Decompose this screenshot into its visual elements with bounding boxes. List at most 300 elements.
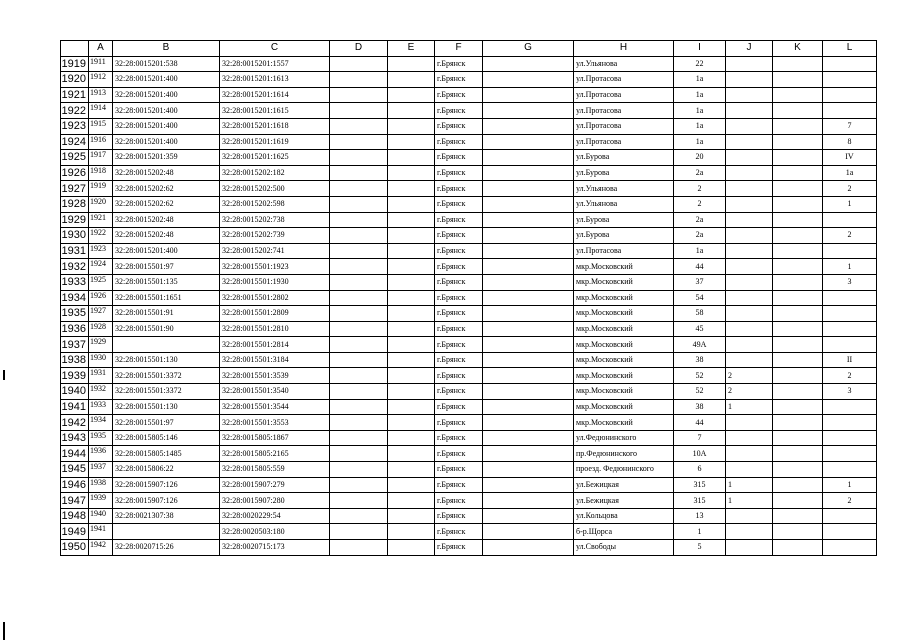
- cell-j[interactable]: [726, 228, 773, 244]
- cell-j[interactable]: [726, 87, 773, 103]
- cell-k[interactable]: [773, 212, 823, 228]
- cell-b[interactable]: 32:28:0020715:26: [113, 540, 220, 556]
- cell-i[interactable]: 38: [674, 399, 726, 415]
- cell-k[interactable]: [773, 462, 823, 478]
- cell-e[interactable]: [388, 103, 435, 119]
- cell-c[interactable]: 32:28:0020503:180: [220, 524, 330, 540]
- cell-l[interactable]: 1: [823, 259, 877, 275]
- cell-a[interactable]: 1937: [89, 462, 113, 478]
- cell-k[interactable]: [773, 446, 823, 462]
- cell-l[interactable]: [823, 337, 877, 353]
- row-number[interactable]: 1926: [61, 165, 89, 181]
- cell-c[interactable]: 32:28:0015201:1614: [220, 87, 330, 103]
- cell-k[interactable]: [773, 337, 823, 353]
- cell-j[interactable]: [726, 165, 773, 181]
- cell-j[interactable]: 1: [726, 493, 773, 509]
- cell-g[interactable]: [483, 87, 574, 103]
- cell-c[interactable]: 32:28:0015202:741: [220, 243, 330, 259]
- cell-i[interactable]: 5: [674, 540, 726, 556]
- cell-c[interactable]: 32:28:0015202:500: [220, 181, 330, 197]
- cell-d[interactable]: [330, 118, 388, 134]
- cell-g[interactable]: [483, 196, 574, 212]
- cell-d[interactable]: [330, 321, 388, 337]
- cell-j[interactable]: [726, 274, 773, 290]
- cell-k[interactable]: [773, 165, 823, 181]
- cell-i[interactable]: 1: [674, 524, 726, 540]
- cell-j[interactable]: [726, 540, 773, 556]
- cell-i[interactable]: 2а: [674, 212, 726, 228]
- cell-c[interactable]: 32:28:0015501:2814: [220, 337, 330, 353]
- cell-k[interactable]: [773, 134, 823, 150]
- cell-i[interactable]: 10А: [674, 446, 726, 462]
- cell-g[interactable]: [483, 56, 574, 72]
- cell-e[interactable]: [388, 321, 435, 337]
- cell-l[interactable]: II: [823, 352, 877, 368]
- cell-j[interactable]: [726, 196, 773, 212]
- cell-g[interactable]: [483, 477, 574, 493]
- row-number[interactable]: 1919: [61, 56, 89, 72]
- cell-h[interactable]: ул.Бурова: [574, 150, 674, 166]
- cell-l[interactable]: [823, 243, 877, 259]
- cell-e[interactable]: [388, 212, 435, 228]
- cell-f[interactable]: г.Брянск: [435, 477, 483, 493]
- cell-g[interactable]: [483, 430, 574, 446]
- cell-i[interactable]: 54: [674, 290, 726, 306]
- cell-k[interactable]: [773, 306, 823, 322]
- cell-b[interactable]: 32:28:0015201:400: [113, 243, 220, 259]
- cell-a[interactable]: 1942: [89, 540, 113, 556]
- row-number[interactable]: 1945: [61, 462, 89, 478]
- cell-b[interactable]: 32:28:0015201:538: [113, 56, 220, 72]
- cell-d[interactable]: [330, 259, 388, 275]
- cell-l[interactable]: 2: [823, 493, 877, 509]
- cell-f[interactable]: г.Брянск: [435, 337, 483, 353]
- cell-d[interactable]: [330, 72, 388, 88]
- cell-g[interactable]: [483, 228, 574, 244]
- column-header-b[interactable]: B: [113, 41, 220, 57]
- cell-a[interactable]: 1917: [89, 150, 113, 166]
- cell-g[interactable]: [483, 462, 574, 478]
- cell-k[interactable]: [773, 524, 823, 540]
- cell-a[interactable]: 1928: [89, 321, 113, 337]
- cell-k[interactable]: [773, 56, 823, 72]
- cell-e[interactable]: [388, 306, 435, 322]
- cell-f[interactable]: г.Брянск: [435, 540, 483, 556]
- cell-g[interactable]: [483, 134, 574, 150]
- cell-g[interactable]: [483, 103, 574, 119]
- cell-k[interactable]: [773, 150, 823, 166]
- cell-h[interactable]: ул.Бурова: [574, 165, 674, 181]
- cell-a[interactable]: 1924: [89, 259, 113, 275]
- cell-j[interactable]: [726, 415, 773, 431]
- cell-l[interactable]: 1: [823, 477, 877, 493]
- cell-c[interactable]: 32:28:0020715:173: [220, 540, 330, 556]
- cell-c[interactable]: 32:28:0015805:1867: [220, 430, 330, 446]
- cell-f[interactable]: г.Брянск: [435, 228, 483, 244]
- cell-d[interactable]: [330, 196, 388, 212]
- cell-e[interactable]: [388, 72, 435, 88]
- cell-g[interactable]: [483, 118, 574, 134]
- cell-l[interactable]: [823, 540, 877, 556]
- row-number[interactable]: 1944: [61, 446, 89, 462]
- cell-g[interactable]: [483, 165, 574, 181]
- cell-f[interactable]: г.Брянск: [435, 508, 483, 524]
- cell-a[interactable]: 1915: [89, 118, 113, 134]
- row-number[interactable]: 1936: [61, 321, 89, 337]
- cell-j[interactable]: [726, 446, 773, 462]
- cell-l[interactable]: [823, 508, 877, 524]
- cell-h[interactable]: мкр.Московский: [574, 321, 674, 337]
- cell-k[interactable]: [773, 493, 823, 509]
- cell-f[interactable]: г.Брянск: [435, 259, 483, 275]
- cell-e[interactable]: [388, 181, 435, 197]
- cell-c[interactable]: 32:28:0015501:1930: [220, 274, 330, 290]
- cell-f[interactable]: г.Брянск: [435, 446, 483, 462]
- cell-i[interactable]: 38: [674, 352, 726, 368]
- cell-l[interactable]: 2: [823, 181, 877, 197]
- cell-h[interactable]: ул.Бурова: [574, 212, 674, 228]
- cell-g[interactable]: [483, 384, 574, 400]
- cell-g[interactable]: [483, 540, 574, 556]
- cell-i[interactable]: 1а: [674, 118, 726, 134]
- row-number[interactable]: 1947: [61, 493, 89, 509]
- row-number[interactable]: 1934: [61, 290, 89, 306]
- cell-h[interactable]: ул.Бежицкая: [574, 493, 674, 509]
- cell-i[interactable]: 2: [674, 181, 726, 197]
- cell-k[interactable]: [773, 196, 823, 212]
- cell-g[interactable]: [483, 306, 574, 322]
- cell-c[interactable]: 32:28:0015201:1557: [220, 56, 330, 72]
- cell-a[interactable]: 1918: [89, 165, 113, 181]
- cell-f[interactable]: г.Брянск: [435, 493, 483, 509]
- cell-e[interactable]: [388, 150, 435, 166]
- cell-h[interactable]: ул.Протасова: [574, 87, 674, 103]
- row-number[interactable]: 1921: [61, 87, 89, 103]
- cell-g[interactable]: [483, 321, 574, 337]
- cell-k[interactable]: [773, 103, 823, 119]
- cell-b[interactable]: 32:28:0015201:400: [113, 103, 220, 119]
- cell-b[interactable]: 32:28:0015501:1651: [113, 290, 220, 306]
- cell-g[interactable]: [483, 72, 574, 88]
- cell-b[interactable]: 32:28:0015501:130: [113, 399, 220, 415]
- cell-a[interactable]: 1921: [89, 212, 113, 228]
- cell-f[interactable]: г.Брянск: [435, 430, 483, 446]
- cell-j[interactable]: [726, 181, 773, 197]
- cell-h[interactable]: ул.Свободы: [574, 540, 674, 556]
- row-number[interactable]: 1938: [61, 352, 89, 368]
- cell-e[interactable]: [388, 477, 435, 493]
- cell-c[interactable]: 32:28:0015907:279: [220, 477, 330, 493]
- cell-e[interactable]: [388, 118, 435, 134]
- cell-i[interactable]: 1а: [674, 103, 726, 119]
- cell-c[interactable]: 32:28:0015501:3540: [220, 384, 330, 400]
- cell-f[interactable]: г.Брянск: [435, 72, 483, 88]
- cell-i[interactable]: 52: [674, 384, 726, 400]
- cell-h[interactable]: ул.Протасова: [574, 134, 674, 150]
- cell-b[interactable]: 32:28:0015501:90: [113, 321, 220, 337]
- cell-j[interactable]: [726, 103, 773, 119]
- cell-d[interactable]: [330, 243, 388, 259]
- cell-h[interactable]: проезд. Федюнинского: [574, 462, 674, 478]
- cell-g[interactable]: [483, 243, 574, 259]
- cell-l[interactable]: [823, 212, 877, 228]
- cell-j[interactable]: 1: [726, 399, 773, 415]
- cell-b[interactable]: 32:28:0015202:48: [113, 212, 220, 228]
- cell-k[interactable]: [773, 87, 823, 103]
- cell-c[interactable]: 32:28:0015202:739: [220, 228, 330, 244]
- cell-g[interactable]: [483, 446, 574, 462]
- cell-f[interactable]: г.Брянск: [435, 243, 483, 259]
- cell-j[interactable]: [726, 462, 773, 478]
- cell-l[interactable]: 3: [823, 274, 877, 290]
- cell-l[interactable]: 1а: [823, 165, 877, 181]
- cell-j[interactable]: 2: [726, 384, 773, 400]
- row-number[interactable]: 1920: [61, 72, 89, 88]
- cell-b[interactable]: 32:28:0015907:126: [113, 493, 220, 509]
- cell-k[interactable]: [773, 228, 823, 244]
- cell-d[interactable]: [330, 352, 388, 368]
- cell-d[interactable]: [330, 134, 388, 150]
- cell-e[interactable]: [388, 165, 435, 181]
- cell-b[interactable]: 32:28:0015805:146: [113, 430, 220, 446]
- cell-c[interactable]: 32:28:0015501:3544: [220, 399, 330, 415]
- cell-b[interactable]: 32:28:0015501:3372: [113, 368, 220, 384]
- cell-a[interactable]: 1935: [89, 430, 113, 446]
- cell-j[interactable]: [726, 72, 773, 88]
- cell-b[interactable]: 32:28:0015202:48: [113, 228, 220, 244]
- cell-g[interactable]: [483, 415, 574, 431]
- cell-k[interactable]: [773, 274, 823, 290]
- row-number[interactable]: 1946: [61, 477, 89, 493]
- cell-b[interactable]: 32:28:0015201:400: [113, 72, 220, 88]
- cell-i[interactable]: 6: [674, 462, 726, 478]
- cell-g[interactable]: [483, 508, 574, 524]
- cell-h[interactable]: ул.Бежицкая: [574, 477, 674, 493]
- cell-e[interactable]: [388, 508, 435, 524]
- cell-c[interactable]: 32:28:0015501:2802: [220, 290, 330, 306]
- cell-c[interactable]: 32:28:0015501:2810: [220, 321, 330, 337]
- cell-b[interactable]: 32:28:0015806:22: [113, 462, 220, 478]
- cell-k[interactable]: [773, 352, 823, 368]
- cell-b[interactable]: 32:28:0015501:135: [113, 274, 220, 290]
- cell-f[interactable]: г.Брянск: [435, 368, 483, 384]
- cell-b[interactable]: 32:28:0015201:400: [113, 118, 220, 134]
- cell-d[interactable]: [330, 446, 388, 462]
- cell-g[interactable]: [483, 181, 574, 197]
- cell-c[interactable]: 32:28:0015201:1618: [220, 118, 330, 134]
- cell-c[interactable]: 32:28:0015202:738: [220, 212, 330, 228]
- cell-l[interactable]: [823, 72, 877, 88]
- cell-e[interactable]: [388, 352, 435, 368]
- cell-c[interactable]: 32:28:0015202:598: [220, 196, 330, 212]
- cell-k[interactable]: [773, 321, 823, 337]
- cell-b[interactable]: 32:28:0015501:97: [113, 415, 220, 431]
- cell-c[interactable]: 32:28:0015805:2165: [220, 446, 330, 462]
- cell-c[interactable]: 32:28:0015501:3539: [220, 368, 330, 384]
- cell-j[interactable]: [726, 243, 773, 259]
- cell-a[interactable]: 1931: [89, 368, 113, 384]
- cell-i[interactable]: 49А: [674, 337, 726, 353]
- cell-c[interactable]: 32:28:0015201:1613: [220, 72, 330, 88]
- cell-k[interactable]: [773, 259, 823, 275]
- cell-b[interactable]: 32:28:0021307:38: [113, 508, 220, 524]
- row-number[interactable]: 1922: [61, 103, 89, 119]
- cell-a[interactable]: 1914: [89, 103, 113, 119]
- cell-h[interactable]: мкр.Московский: [574, 290, 674, 306]
- cell-k[interactable]: [773, 72, 823, 88]
- cell-d[interactable]: [330, 181, 388, 197]
- cell-k[interactable]: [773, 384, 823, 400]
- cell-d[interactable]: [330, 274, 388, 290]
- cell-i[interactable]: 2а: [674, 165, 726, 181]
- cell-h[interactable]: мкр.Московский: [574, 274, 674, 290]
- cell-e[interactable]: [388, 493, 435, 509]
- cell-f[interactable]: г.Брянск: [435, 118, 483, 134]
- cell-d[interactable]: [330, 493, 388, 509]
- cell-h[interactable]: мкр.Московский: [574, 384, 674, 400]
- column-header-d[interactable]: D: [330, 41, 388, 57]
- cell-d[interactable]: [330, 337, 388, 353]
- cell-i[interactable]: 44: [674, 259, 726, 275]
- cell-e[interactable]: [388, 399, 435, 415]
- cell-e[interactable]: [388, 290, 435, 306]
- cell-l[interactable]: 2: [823, 368, 877, 384]
- cell-h[interactable]: ул.Протасова: [574, 103, 674, 119]
- cell-j[interactable]: [726, 56, 773, 72]
- cell-l[interactable]: [823, 430, 877, 446]
- cell-a[interactable]: 1911: [89, 56, 113, 72]
- cell-a[interactable]: 1939: [89, 493, 113, 509]
- cell-h[interactable]: ул.Ульянова: [574, 56, 674, 72]
- cell-h[interactable]: мкр.Московский: [574, 259, 674, 275]
- cell-h[interactable]: ул.Бурова: [574, 228, 674, 244]
- column-header-g[interactable]: G: [483, 41, 574, 57]
- row-number[interactable]: 1928: [61, 196, 89, 212]
- cell-l[interactable]: 1: [823, 196, 877, 212]
- row-number[interactable]: 1932: [61, 259, 89, 275]
- cell-c[interactable]: 32:28:0015501:1923: [220, 259, 330, 275]
- cell-d[interactable]: [330, 508, 388, 524]
- cell-g[interactable]: [483, 352, 574, 368]
- cell-e[interactable]: [388, 228, 435, 244]
- cell-d[interactable]: [330, 306, 388, 322]
- cell-i[interactable]: 315: [674, 493, 726, 509]
- cell-b[interactable]: 32:28:0015501:130: [113, 352, 220, 368]
- cell-l[interactable]: [823, 399, 877, 415]
- cell-k[interactable]: [773, 290, 823, 306]
- cell-j[interactable]: [726, 321, 773, 337]
- cell-j[interactable]: 1: [726, 477, 773, 493]
- cell-f[interactable]: г.Брянск: [435, 399, 483, 415]
- cell-g[interactable]: [483, 290, 574, 306]
- cell-b[interactable]: 32:28:0015907:126: [113, 477, 220, 493]
- cell-l[interactable]: [823, 462, 877, 478]
- row-number[interactable]: 1948: [61, 508, 89, 524]
- cell-g[interactable]: [483, 259, 574, 275]
- cell-j[interactable]: [726, 306, 773, 322]
- cell-j[interactable]: [726, 524, 773, 540]
- cell-l[interactable]: [823, 87, 877, 103]
- cell-d[interactable]: [330, 462, 388, 478]
- cell-e[interactable]: [388, 259, 435, 275]
- cell-a[interactable]: 1927: [89, 306, 113, 322]
- cell-f[interactable]: г.Брянск: [435, 321, 483, 337]
- cell-l[interactable]: [823, 290, 877, 306]
- column-header-e[interactable]: E: [388, 41, 435, 57]
- cell-d[interactable]: [330, 212, 388, 228]
- cell-k[interactable]: [773, 368, 823, 384]
- column-header-i[interactable]: I: [674, 41, 726, 57]
- cell-a[interactable]: 1938: [89, 477, 113, 493]
- cell-e[interactable]: [388, 368, 435, 384]
- cell-g[interactable]: [483, 493, 574, 509]
- cell-j[interactable]: [726, 118, 773, 134]
- cell-l[interactable]: [823, 56, 877, 72]
- cell-l[interactable]: 3: [823, 384, 877, 400]
- column-header-f[interactable]: F: [435, 41, 483, 57]
- cell-c[interactable]: 32:28:0015501:3184: [220, 352, 330, 368]
- cell-h[interactable]: мкр.Московский: [574, 306, 674, 322]
- cell-j[interactable]: [726, 212, 773, 228]
- cell-k[interactable]: [773, 477, 823, 493]
- cell-j[interactable]: [726, 430, 773, 446]
- cell-h[interactable]: ул.Ульянова: [574, 196, 674, 212]
- cell-d[interactable]: [330, 87, 388, 103]
- cell-f[interactable]: г.Брянск: [435, 212, 483, 228]
- cell-c[interactable]: 32:28:0015805:559: [220, 462, 330, 478]
- cell-b[interactable]: 32:28:0015201:400: [113, 87, 220, 103]
- cell-j[interactable]: [726, 134, 773, 150]
- row-number[interactable]: 1930: [61, 228, 89, 244]
- row-number[interactable]: 1924: [61, 134, 89, 150]
- cell-a[interactable]: 1934: [89, 415, 113, 431]
- cell-c[interactable]: 32:28:0015201:1619: [220, 134, 330, 150]
- row-number[interactable]: 1937: [61, 337, 89, 353]
- cell-d[interactable]: [330, 150, 388, 166]
- cell-k[interactable]: [773, 243, 823, 259]
- cell-i[interactable]: 1а: [674, 243, 726, 259]
- cell-a[interactable]: 1920: [89, 196, 113, 212]
- cell-g[interactable]: [483, 337, 574, 353]
- cell-l[interactable]: IV: [823, 150, 877, 166]
- cell-c[interactable]: 32:28:0020229:54: [220, 508, 330, 524]
- cell-f[interactable]: г.Брянск: [435, 134, 483, 150]
- cell-i[interactable]: 52: [674, 368, 726, 384]
- cell-f[interactable]: г.Брянск: [435, 56, 483, 72]
- cell-f[interactable]: г.Брянск: [435, 165, 483, 181]
- column-header-c[interactable]: C: [220, 41, 330, 57]
- cell-c[interactable]: 32:28:0015202:182: [220, 165, 330, 181]
- cell-e[interactable]: [388, 415, 435, 431]
- cell-k[interactable]: [773, 430, 823, 446]
- cell-a[interactable]: 1929: [89, 337, 113, 353]
- row-number[interactable]: 1939: [61, 368, 89, 384]
- cell-e[interactable]: [388, 540, 435, 556]
- cell-f[interactable]: г.Брянск: [435, 352, 483, 368]
- row-number[interactable]: 1923: [61, 118, 89, 134]
- cell-f[interactable]: г.Брянск: [435, 290, 483, 306]
- cell-b[interactable]: 32:28:0015201:359: [113, 150, 220, 166]
- cell-d[interactable]: [330, 290, 388, 306]
- cell-i[interactable]: 7: [674, 430, 726, 446]
- corner-cell[interactable]: [61, 41, 89, 57]
- cell-e[interactable]: [388, 524, 435, 540]
- cell-e[interactable]: [388, 274, 435, 290]
- cell-a[interactable]: 1933: [89, 399, 113, 415]
- cell-i[interactable]: 44: [674, 415, 726, 431]
- column-header-h[interactable]: H: [574, 41, 674, 57]
- cell-h[interactable]: мкр.Московский: [574, 368, 674, 384]
